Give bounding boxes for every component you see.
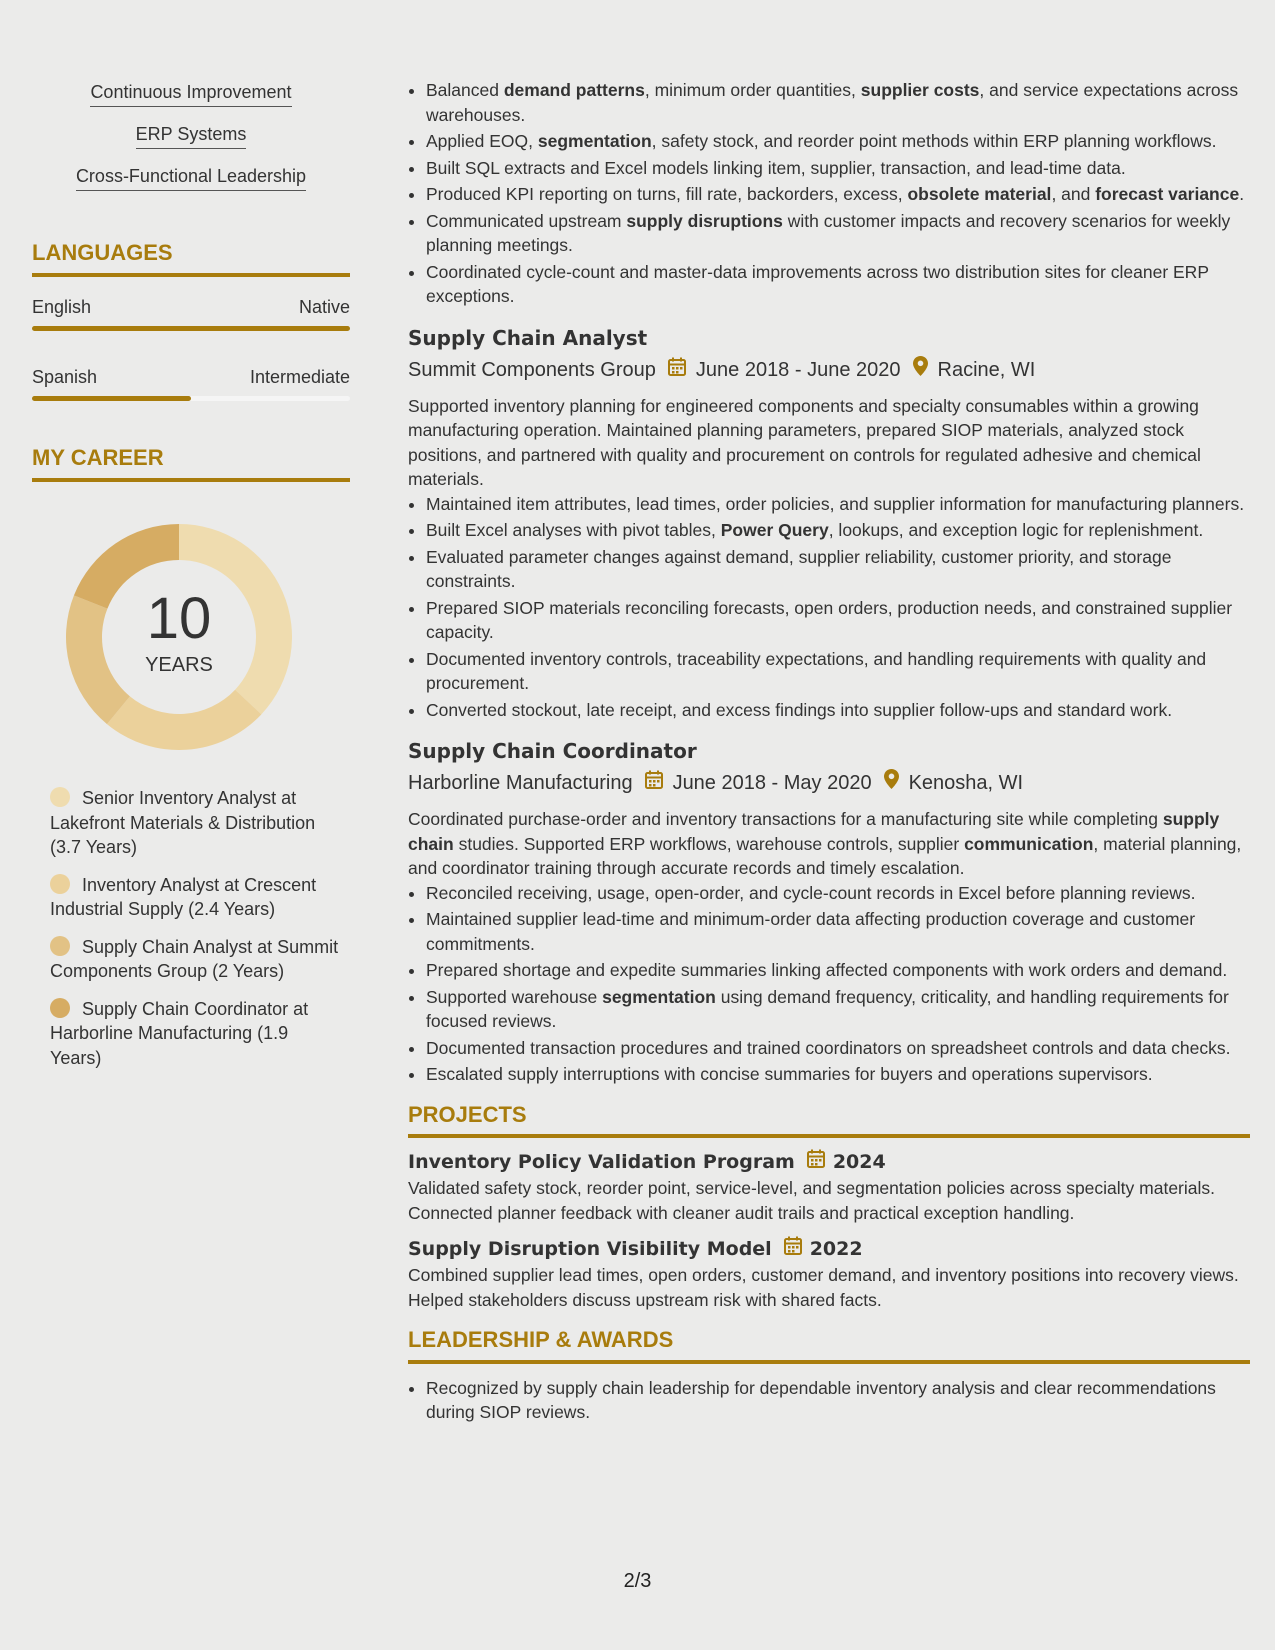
job-summary: Coordinated purchase-order and inventory transactions for a manufacturing site while completing supply chain studies. Supported ERP workflows, warehouse controls, supplier communication, material planning, and coordinator training through accurate records and timely escalation. [408,809,1242,878]
language-bar-fill [32,396,191,401]
job-bullet: • Maintained supplier lead-time and minimum-order data affecting production coverage and customer commitments. [426,907,1250,956]
job-bullet: • Communicated upstream supply disruptions with customer impacts and recovery scenarios for weekly planning meetings. [426,209,1250,258]
job-bullet: • Prepared shortage and expedite summaries linking affected components with work orders and demand. [426,958,1250,983]
languages-heading: LANGUAGES [32,240,350,277]
language-level: Native [298,297,350,317]
job-bullet: • Produced KPI reporting on turns, fill rate, backorders, excess, obsolete material, and forecast variance. [426,182,1250,207]
job-title: Supply Chain Analyst [408,325,648,350]
language-name: English [32,297,92,317]
job-bullet: • Applied EOQ, segmentation, safety stock, and reorder point methods within ERP planning workflows. [426,129,1250,154]
job-bullet: • Maintained item attributes, lead times, order policies, and supplier information for manufacturing planners. [426,492,1250,517]
job-bullet: • Built SQL extracts and Excel models linking item, supplier, transaction, and lead-time data. [426,156,1250,181]
language-bar [32,396,350,401]
job-bullet: • Documented transaction procedures and trained coordinators on spreadsheet controls and data checks. [426,1036,1250,1061]
language-item [32,367,350,401]
project-year: 2024 [832,1151,886,1173]
legend-label: Senior Inventory Analyst at Lakefront Materials & Distribution (3.7 Years) [50,788,316,857]
projects-list [408,1148,1250,1312]
left-column [32,82,350,1083]
job-meta [408,355,1250,385]
job-entry [408,323,1250,723]
legend-dot [50,998,70,1018]
job-bullet: • Reconciled receiving, usage, open-order, and cycle-count records in Excel before planning reviews. [426,881,1250,906]
skill-item: Continuous Improvement [90,82,291,107]
career-years-unit: YEARS [145,653,213,676]
languages-list [32,297,350,401]
career-legend-item [50,786,340,860]
job-bullets [408,492,1250,723]
map-pin-icon [913,355,928,385]
awards-list [408,1376,1250,1425]
project-year: 2022 [809,1238,863,1260]
legend-dot [50,787,70,807]
project-description: Combined supplier lead times, open orders, customer demand, and inventory positions into recovery views. Helped stakeholders discuss upstream risk with shared facts. [408,1265,1239,1310]
project-description: Validated safety stock, reorder point, service-level, and segmentation policies across specialty materials. Connected planner feedback with cleaner audit trails and practical exception handling. [408,1178,1215,1223]
legend-label: Supply Chain Analyst at Summit Components Group (2 Years) [50,936,339,981]
career-legend-item [50,873,340,922]
career-legend [32,786,340,1070]
language-bar-fill [32,326,350,331]
calendar-icon [668,355,686,385]
legend-label: Supply Chain Coordinator at Harborline Manufacturing (1.9 Years) [50,998,309,1068]
experience-list [408,323,1250,1087]
job-bullet: • Supported warehouse segmentation using demand frequency, criticality, and handling requirements for focused reviews. [426,985,1250,1034]
job-company: Summit Components Group [408,358,656,381]
map-pin-icon [884,768,899,798]
job-bullet: • Escalated supply interruptions with concise summaries for buyers and operations supervisors. [426,1062,1250,1087]
language-name: Spanish [32,367,98,387]
language-item [32,297,350,331]
job-entry [408,736,1250,1087]
skill-item: Cross-Functional Leadership [76,166,306,191]
project-entry [408,1235,1250,1312]
job-bullet: • Converted stockout, late receipt, and excess findings into supplier follow-ups and standard work. [426,698,1250,723]
awards-heading: LEADERSHIP & AWARDS [408,1328,1250,1364]
job-meta [408,768,1250,798]
project-name: Inventory Policy Validation Program [408,1151,795,1173]
job-bullet: • Built Excel analyses with pivot tables, Power Query, lookups, and exception logic for replenishment. [426,518,1250,543]
job-bullet: • Coordinated cycle-count and master-data improvements across two distribution sites for cleaner ERP exceptions. [426,260,1250,309]
job-bullet: • Balanced demand patterns, minimum order quantities, supplier costs, and service expectations across warehouses. [426,78,1250,127]
skills-list [32,82,350,208]
page-number: 2/3 [623,1570,652,1592]
language-level: Intermediate [249,367,350,387]
project-name: Supply Disruption Visibility Model [408,1238,772,1260]
job-summary: Supported inventory planning for engineered components and specialty consumables within a growing manufacturing operation. Maintained planning parameters, prepared SIOP materials, analyzed stock positions, and partnered with quality and procurement on controls for regulated adhesive and chemical materials. [408,395,1201,489]
job-location: Kenosha, WI [908,772,1024,794]
job-title: Supply Chain Coordinator [408,739,697,763]
career-legend-item [50,935,340,984]
career-total-years: 10 [146,585,212,651]
legend-dot [50,874,70,894]
career-donut-chart [66,524,292,750]
calendar-icon [784,1235,802,1263]
legend-label: Inventory Analyst at Crescent Industrial Supply (2.4 Years) [50,874,317,919]
job-company: Harborline Manufacturing [408,772,633,794]
job-bullet: • Documented inventory controls, traceability expectations, and handling requirements with quality and procurement. [426,647,1250,696]
job-dates: June 2018 - May 2020 [672,772,872,794]
job-dates: June 2018 - June 2020 [695,358,901,381]
career-heading: MY CAREER [32,445,350,482]
job-bullet: • Evaluated parameter changes against demand, supplier reliability, customer priority, and storage constraints. [426,545,1250,594]
calendar-icon [807,1148,825,1176]
calendar-icon [645,768,663,798]
project-entry [408,1148,1250,1225]
language-bar [32,326,350,331]
award-bullet: • Recognized by supply chain leadership for dependable inventory analysis and clear recommendations during SIOP reviews. [426,1376,1250,1425]
job-bullets [408,881,1250,1087]
legend-dot [50,936,70,956]
job-location: Racine, WI [937,358,1036,381]
skill-item: ERP Systems [136,124,247,149]
right-column [408,78,1250,1427]
previous-job-bullets [408,78,1250,309]
projects-heading: PROJECTS [408,1103,1250,1139]
career-legend-item [50,997,340,1071]
job-bullet: • Prepared SIOP materials reconciling forecasts, open orders, production needs, and constrained supplier capacity. [426,596,1250,645]
